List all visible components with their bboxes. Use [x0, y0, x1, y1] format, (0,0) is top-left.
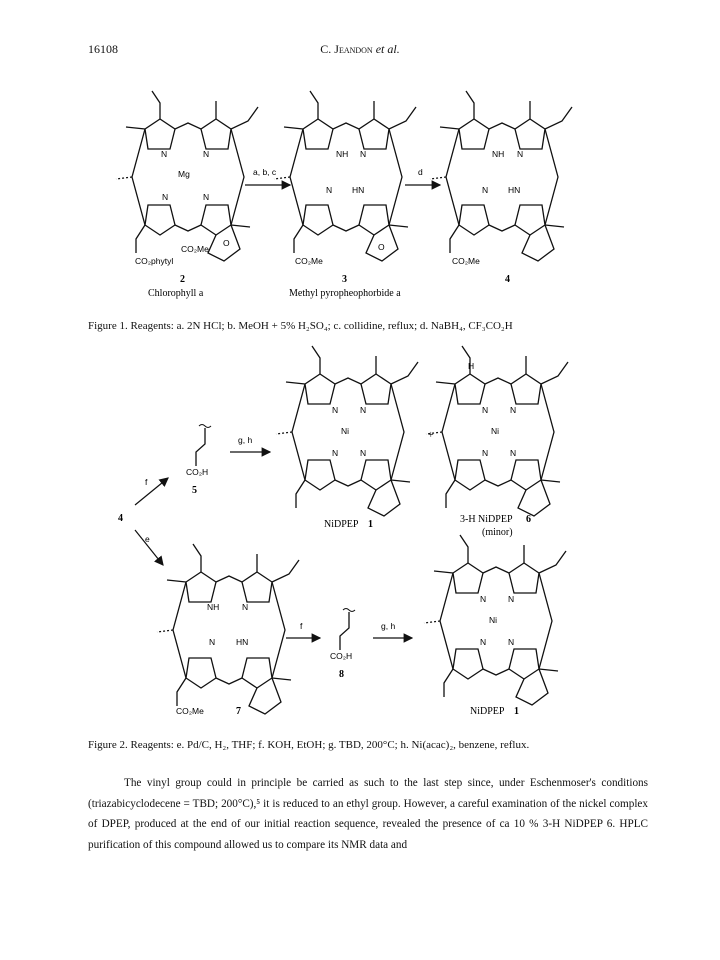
arrow-label: a, b, c: [253, 167, 277, 177]
atom-label: HN: [352, 185, 365, 195]
fig1-compound-4: [430, 91, 572, 285]
fig2-compound-7: [157, 544, 299, 717]
atom-label: N: [508, 594, 515, 604]
page-number: 16108: [88, 42, 118, 56]
fig2-compound-1-top: [276, 346, 418, 530]
compound-number: 4: [118, 513, 123, 524]
figure1-caption: Figure 1. Reagents: a. 2N HCl; b. MeOH + 5% H₂SO₄; c. collidine, reflux; d. NaBH₄, CF₃CO₂H: [88, 320, 513, 332]
compound-number: 7: [236, 706, 241, 717]
atom-label: N: [162, 192, 169, 202]
atom-label: N: [480, 637, 487, 647]
compound-number: 1: [368, 519, 373, 530]
side-chain-label: CO₂H: [186, 467, 209, 477]
side-chain-label: CO₂Me: [452, 256, 480, 266]
arrow-label: f: [145, 477, 148, 487]
compound-number: 6: [526, 514, 531, 525]
atom-label: N: [480, 594, 487, 604]
atom-label: N: [482, 405, 489, 415]
atom-label: HN: [236, 637, 249, 647]
compound-number: 8: [339, 669, 344, 680]
arrow-label: e: [145, 534, 150, 544]
fig2-compound-5: [186, 425, 211, 497]
compound-number: 5: [192, 485, 197, 496]
atom-label: HN: [508, 185, 521, 195]
compound-name: Chlorophyll a: [148, 288, 204, 299]
side-chain-label: CO₂Me: [295, 256, 323, 266]
fig2-compound-6: [426, 346, 568, 538]
atom-label: N: [242, 602, 249, 612]
atom-label: N: [482, 448, 489, 458]
atom-label: N: [517, 149, 524, 159]
atom-label: N: [510, 405, 517, 415]
compound-number: 1: [514, 706, 519, 717]
metal-label: Ni: [489, 615, 498, 625]
compound-note: (minor): [482, 527, 513, 538]
atom-label: N: [508, 637, 515, 647]
paragraph-text: The vinyl group could in principle be carried as such to the last step since, under Eschenmoser's conditions (triazabicyclodecene = TBD; 200°C),⁵ it is reduced to an ethyl group. However, a careful examination of the nickel complex of DPEP, produced at the end of our initial reaction sequence, revealed the presence of ca 10 % 3-H NiDPEP 6. HPLC purification of this compound allowed us to compare its NMR data and: [88, 777, 648, 851]
arrow-label: d: [418, 167, 423, 177]
fig2-compound-8: [330, 609, 355, 681]
plus-sign: +: [428, 430, 434, 441]
metal-label: Ni: [341, 426, 350, 436]
atom-label: N: [360, 405, 367, 415]
body-paragraph: [88, 773, 648, 855]
side-chain-label: CO₂H: [330, 651, 353, 661]
atom-label: N: [332, 405, 339, 415]
ester-label: CO₂Me: [181, 244, 209, 254]
atom-label: N: [332, 448, 339, 458]
metal-label: Mg: [178, 169, 190, 179]
arrow-label: g, h: [381, 621, 396, 631]
compound-name: NiDPEP: [470, 706, 505, 717]
atom-label: N: [360, 149, 367, 159]
compound-name: Methyl pyropheophorbide a: [289, 288, 401, 299]
atom-label: O: [223, 238, 230, 248]
fig1-compound-2: [116, 91, 258, 299]
arrow-label: f: [300, 621, 303, 631]
atom-label: NH: [336, 149, 349, 159]
atom-label: N: [209, 637, 216, 647]
compound-number: 2: [180, 274, 185, 285]
atom-label: N: [203, 149, 210, 159]
fig1-compound-3: [274, 91, 416, 299]
side-chain-label: CO₂Me: [176, 706, 204, 716]
atom-label: NH: [492, 149, 505, 159]
header-etal: et al.: [375, 42, 400, 56]
atom-label: N: [360, 448, 367, 458]
arrow-label: g, h: [238, 435, 253, 445]
compound-name: NiDPEP: [324, 519, 359, 530]
header-author: C. Jeandon: [320, 42, 373, 56]
figure2-caption: Figure 2. Reagents: e. Pd/C, H₂, THF; f. KOH, EtOH; g. TBD, 200°C; h. Ni(acac)₂, benzene, reflux.: [88, 739, 530, 751]
fig2-compound-1-bottom: [424, 535, 566, 717]
atom-label: N: [203, 192, 210, 202]
side-chain-label: CO₂phytyl: [135, 256, 174, 266]
atom-label: N: [482, 185, 489, 195]
atom-label: N: [161, 149, 168, 159]
atom-label: N: [326, 185, 333, 195]
reaction-arrow: [135, 478, 168, 505]
compound-name: 3-H NiDPEP: [460, 514, 513, 525]
atom-label: O: [378, 242, 385, 252]
compound-number: 3: [342, 274, 347, 285]
atom-label: H: [468, 361, 475, 371]
metal-label: Ni: [491, 426, 500, 436]
compound-number: 4: [505, 274, 510, 285]
atom-label: N: [510, 448, 517, 458]
atom-label: NH: [207, 602, 220, 612]
